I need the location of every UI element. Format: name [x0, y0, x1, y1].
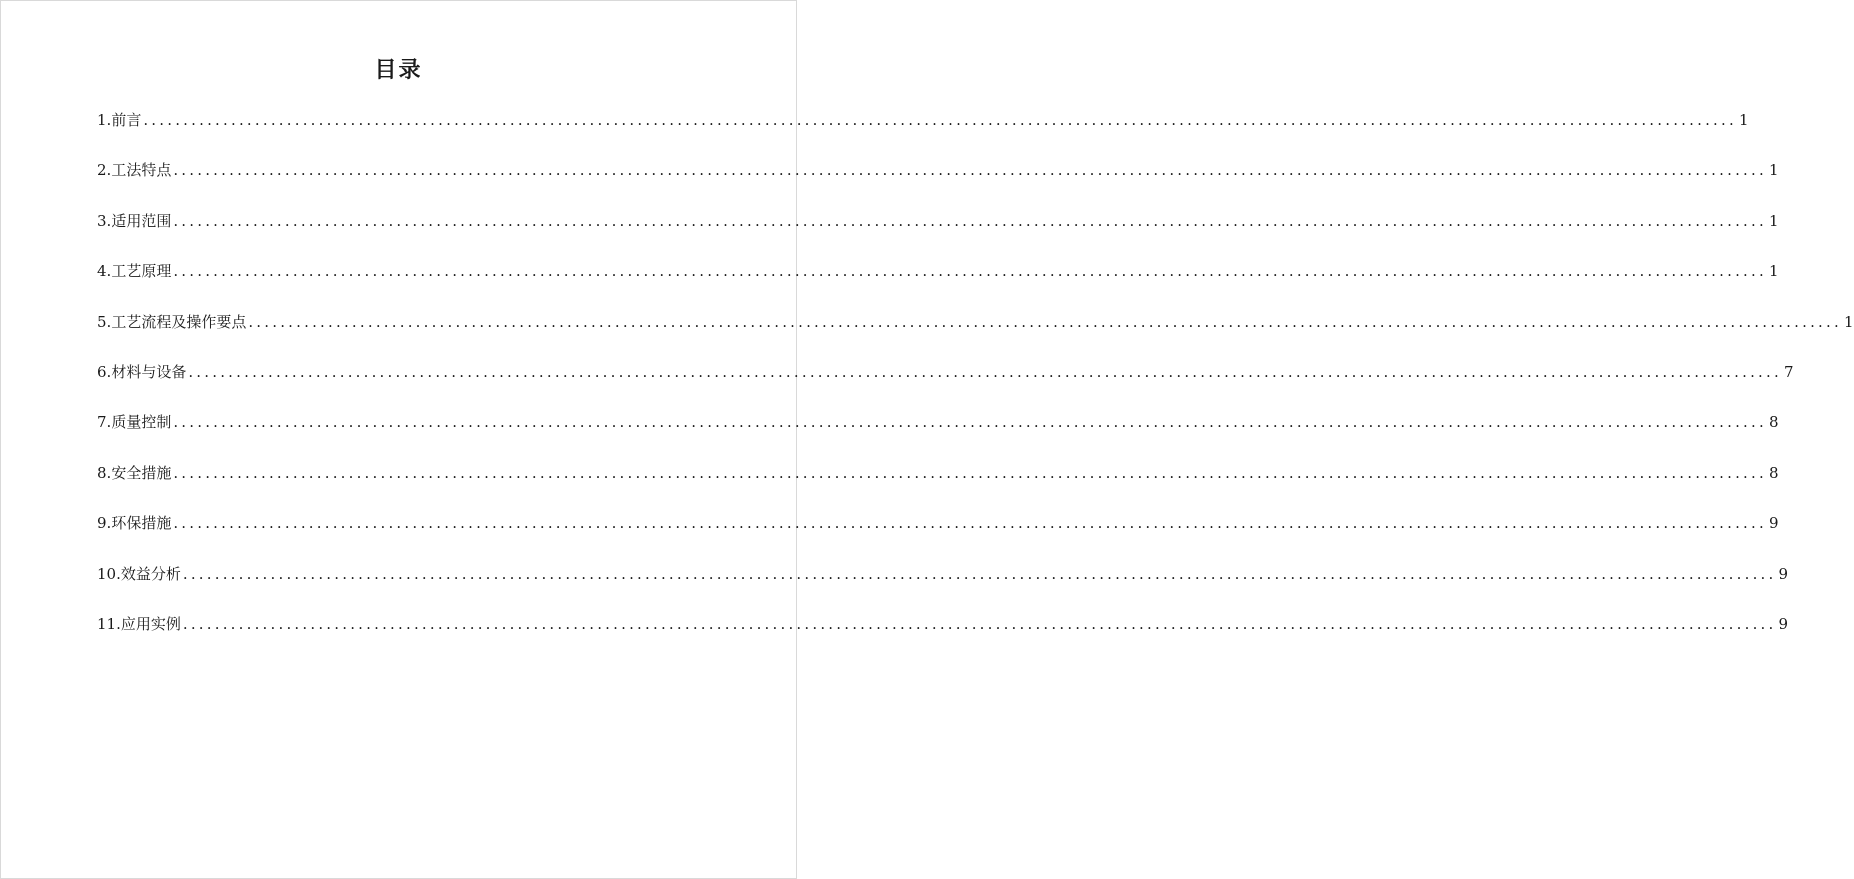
toc-dot-leader: ........................................................................................................................................................................................................	[248, 312, 1842, 331]
toc-entry-11[interactable]	[97, 611, 1789, 661]
toc-entry-page: 1	[1768, 161, 1779, 180]
toc-list	[97, 107, 1854, 661]
toc-entry-4[interactable]	[97, 258, 1779, 308]
toc-entry-2[interactable]	[97, 157, 1779, 207]
toc-entry-label: 质量控制	[111, 413, 172, 432]
toc-entry-number: 4.	[97, 262, 112, 281]
toc-entry-label: 材料与设备	[111, 362, 187, 381]
toc-dot-leader: ........................................................................................................................................................................................................	[173, 413, 1767, 432]
toc-entry-number: 8.	[97, 463, 112, 482]
toc-entry-number: 11.	[97, 614, 121, 633]
toc-entry-number: 10.	[97, 564, 121, 583]
toc-title: 目录	[374, 57, 423, 83]
toc-dot-leader: ........................................................................................................................................................................................................	[188, 362, 1782, 381]
toc-entry-page: 8	[1768, 463, 1779, 482]
toc-entry-5[interactable]	[97, 309, 1854, 359]
toc-entry-number: 7.	[97, 413, 112, 432]
toc-dot-leader: ........................................................................................................................................................................................................	[173, 211, 1767, 230]
toc-entry-8[interactable]	[97, 460, 1779, 510]
toc-entry-6[interactable]	[97, 359, 1794, 409]
toc-entry-number: 2.	[97, 161, 112, 180]
toc-entry-page: 1	[1738, 111, 1749, 129]
toc-entry-label: 安全措施	[111, 463, 172, 482]
toc-entry-page: 7	[1783, 362, 1794, 381]
toc-entry-3[interactable]	[97, 208, 1779, 258]
toc-entry-page: 9	[1768, 514, 1779, 533]
toc-entry-label: 工艺流程及操作要点	[111, 312, 247, 331]
toc-entry-label: 工法特点	[111, 161, 172, 180]
toc-entry-number: 1.	[97, 111, 112, 129]
toc-entry-number: 6.	[97, 362, 112, 381]
toc-entry-label: 效益分析	[120, 564, 181, 583]
toc-entry-7[interactable]	[97, 409, 1779, 459]
toc-entry-9[interactable]	[97, 510, 1779, 560]
toc-dot-leader: ........................................................................................................................................................................................................	[173, 514, 1767, 533]
toc-entry-number: 5.	[97, 312, 112, 331]
toc-dot-leader: ........................................................................................................................................................................................................	[173, 463, 1767, 482]
toc-dot-leader: ........................................................................................................................................................................................................	[182, 614, 1777, 633]
toc-entry-label: 工艺原理	[111, 262, 172, 281]
toc-entry-number: 9.	[97, 514, 112, 533]
toc-entry-page: 8	[1768, 413, 1779, 432]
toc-entry-page: 9	[1778, 614, 1789, 633]
toc-entry-page: 9	[1778, 564, 1789, 583]
toc-dot-leader: ........................................................................................................................................................................................................	[143, 111, 1737, 129]
toc-entry-label: 适用范围	[111, 211, 172, 230]
toc-dot-leader: ........................................................................................................................................................................................................	[182, 564, 1777, 583]
toc-entry-1[interactable]	[97, 107, 1749, 157]
toc-dot-leader: ........................................................................................................................................................................................................	[173, 161, 1767, 180]
toc-entry-page: 1	[1768, 211, 1779, 230]
toc-entry-label: 环保措施	[111, 514, 172, 533]
toc-entry-label: 应用实例	[120, 614, 181, 633]
toc-entry-page: 1	[1768, 262, 1779, 281]
toc-entry-page: 1	[1843, 312, 1854, 331]
toc-dot-leader: ........................................................................................................................................................................................................	[173, 262, 1767, 281]
toc-entry-label: 前言	[111, 111, 142, 129]
toc-entry-number: 3.	[97, 211, 112, 230]
toc-entry-10[interactable]	[97, 561, 1789, 611]
